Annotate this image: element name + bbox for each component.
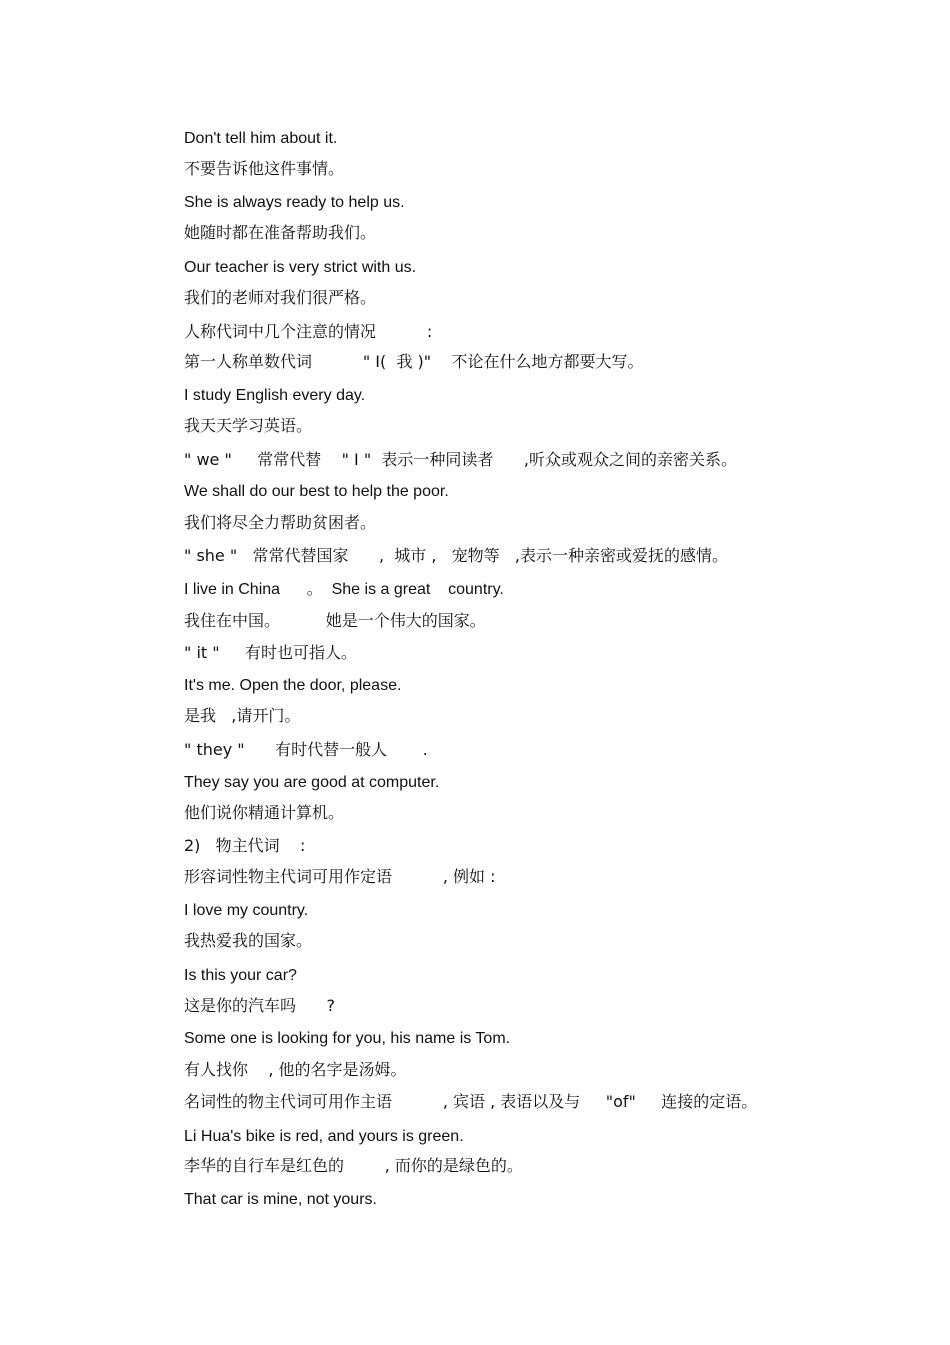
text-line: " they " 有时代替一般人 .	[184, 740, 428, 759]
text-line: 是我 ,请开门。	[184, 706, 301, 725]
text-line: I love my country.	[184, 902, 309, 919]
text-line: We shall do our best to help the poor.	[184, 483, 449, 500]
text-line: 李华的自行车是红色的 , 而你的是绿色的。	[184, 1156, 523, 1175]
text-line: Li Hua's bike is red, and yours is green.	[184, 1128, 464, 1145]
text-line: That car is mine, not yours.	[184, 1191, 377, 1208]
text-line: 人称代词中几个注意的情况 :	[184, 322, 433, 341]
text-line: 不要告诉他这件事情。	[184, 159, 345, 178]
text-line: She is always ready to help us.	[184, 194, 405, 211]
text-line: " it " 有时也可指人。	[184, 643, 358, 662]
text-line: 有人找你 , 他的名字是汤姆。	[184, 1060, 407, 1079]
text-line: 她随时都在准备帮助我们。	[184, 223, 377, 242]
text-line: 我住在中国。 她是一个伟大的国家。	[184, 611, 486, 630]
text-line: 我热爱我的国家。	[184, 931, 313, 950]
text-line: 我们将尽全力帮助贫困者。	[184, 513, 377, 532]
text-line: 第一人称单数代词 " I( 我 )" 不论在什么地方都要大写。	[184, 352, 644, 371]
text-line: 2) 物主代词 :	[184, 836, 306, 855]
text-line: 我们的老师对我们很严格。	[184, 288, 377, 307]
text-line: 名词性的物主代词可用作主语 , 宾语 , 表语以及与 "of" 连接的定语。	[184, 1092, 758, 1111]
text-line: 我天天学习英语。	[184, 416, 313, 435]
text-line: " she " 常常代替国家 , 城市 , 宠物等 ,表示一种亲密或爱抚的感情。	[184, 546, 729, 565]
text-line: It's me. Open the door, please.	[184, 677, 402, 694]
text-line: They say you are good at computer.	[184, 774, 440, 791]
text-line: Don't tell him about it.	[184, 130, 338, 147]
text-line: Is this your car?	[184, 967, 297, 984]
text-line: " we " 常常代替 " I " 表示一种同读者 ,听众或观众之间的亲密关系。	[184, 450, 737, 469]
text-line: Some one is looking for you, his name is Tom.	[184, 1030, 511, 1047]
text-line: I study English every day.	[184, 387, 366, 404]
text-line: I live in China 。 She is a great country.	[184, 581, 504, 598]
text-line: 他们说你精通计算机。	[184, 803, 345, 822]
text-line: 形容词性物主代词可用作定语 , 例如 :	[184, 867, 496, 886]
text-line: Our teacher is very strict with us.	[184, 259, 417, 276]
text-line: 这是你的汽车吗 ?	[184, 996, 336, 1015]
